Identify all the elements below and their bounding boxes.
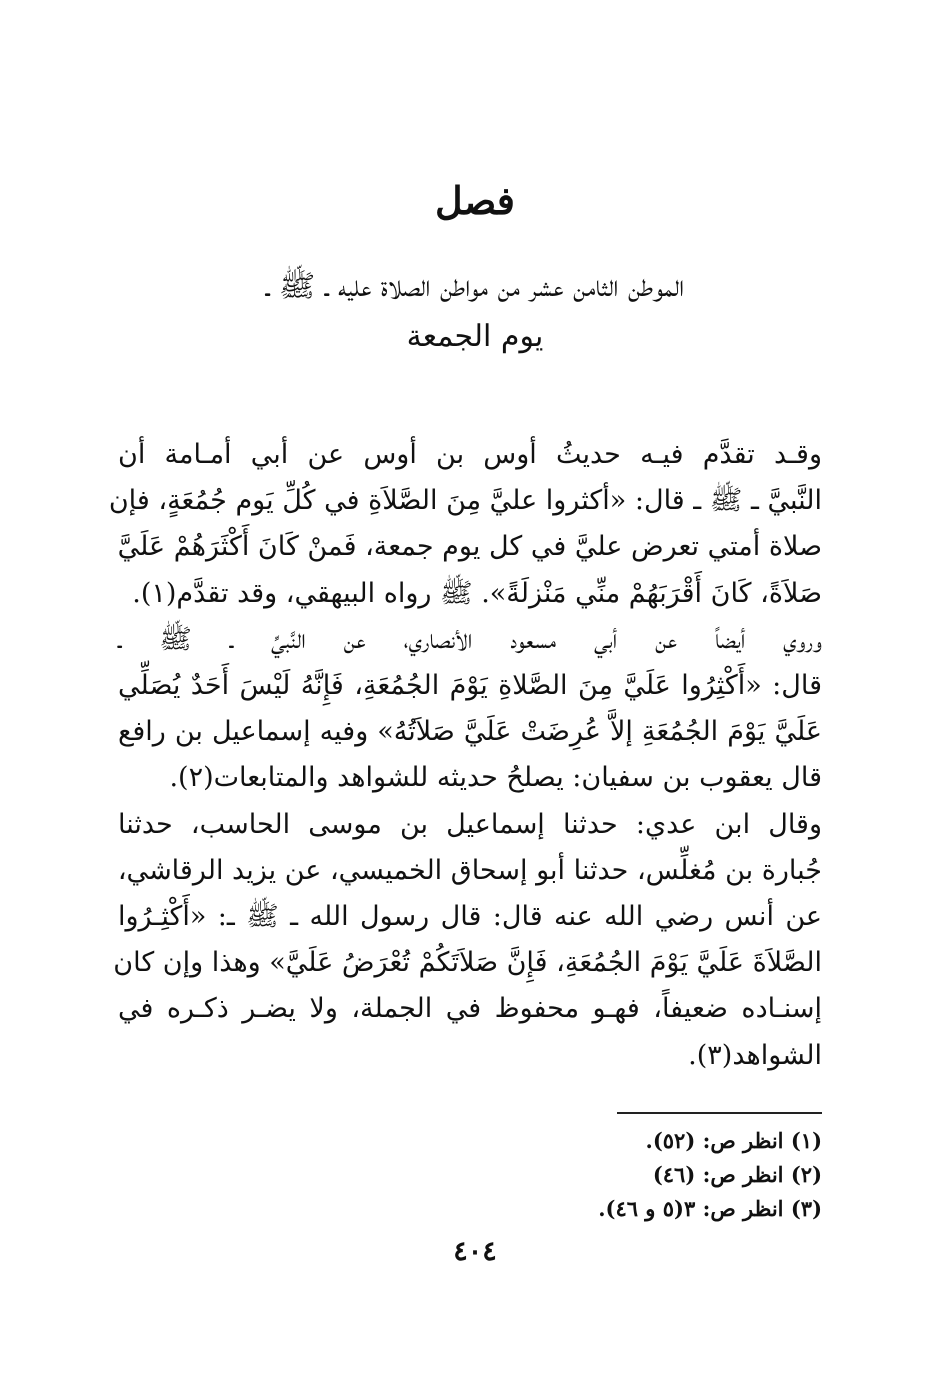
footnotes [400,1124,822,1226]
footnote-3: (٣) انظر ص: ٣(٥ و ٤٦). [598,1196,822,1221]
paragraph-1 [108,432,822,617]
text-line: وروي أيضاً عن أبي مسعود الأنصاري، عن النَّبيِّ ـ ﷺ ـ [118,623,822,655]
page-number: ٤٠٤ [453,1236,497,1267]
text-line: وقـد تقدَّم فيـه حديثُ أوس بن أوس عن أبي أمـامة أن [118,439,822,470]
text-line: الشواهد(٣). [688,1039,822,1071]
section-title: فصل [435,178,515,223]
text-line: إسنـاده ضعيفاً، فهـو محفوظ في الجملة، ولا يضـر ذكـره في [118,993,822,1025]
text-line: قال: «أَكْثِرُوا عَلَيَّ مِنَ الصَّلاةِ يَوْمَ الجُمُعَةِ، فَإِنَّهُ لَيْسَ أَحَدٌ يُصَلِّي [118,670,822,702]
text-line: الصَّلاَةَ عَلَيَّ يَوْمَ الجُمُعَةِ، فَإِنَّ صَلاَتَكُمْ تُعْرَضُ عَلَيَّ» وهذا وإن كان [113,947,822,979]
paragraph-2 [118,617,822,802]
text-line: وقال ابن عدي: حدثنا إسماعيل بن موسى الحاسب، حدثنا [118,808,822,840]
text-line: صَلاَةً، كَانَ أَقْرَبَهُمْ منِّي مَنْزلَةً». ﷺ رواه البيهقي، وقد تقدَّم(١). [132,577,822,609]
footnote-separator [617,1112,822,1114]
footnote-1: (١) انظر ص: (٥٢). [645,1128,822,1153]
text-line: عن أنس رضي الله عنه قال: قال رسول الله ـ ﷺ ـ: «أَكْثِـرُوا [118,901,822,933]
text-line: صلاة أمتي تعرض عليَّ في كل يوم جمعة، فَمنْ كَانَ أَكْثَرَهُمْ عَلَيَّ [117,531,822,563]
text-line: قال يعقوب بن سفيان: يصلحُ حديثه للشواهد والمتابعات(٢). [169,762,822,794]
heading-line-2: يوم الجمعة [406,319,544,354]
text-line: النَّبيَّ ـ ﷺ ـ قال: «أكثروا عليَّ مِنَ الصَّلاَةِ في كُلِّ يَوم جُمُعَةٍ، فإن [108,485,822,517]
text-line: عَلَيَّ يَوْمَ الجُمُعَةِ إلاَّ عُرِضَتْ عَلَيَّ صَلاَتُهُ» وفيه إسماعيل بن رافع [118,716,822,748]
body-text [108,432,822,1079]
footnote-2: (٢) انظر ص: (٤٦) [652,1162,822,1187]
heading-line-1: الموطن الثامن عشر من مواطن الصلاة عليه ـ ﷺ ـ [265,269,685,304]
text-line: جُبارة بن مُغلِّس، حدثنا أبو إسحاق الخميسي، عن يزيد الرقاشي، [117,854,822,886]
chapter-heading [175,262,775,362]
paragraph-3 [113,802,822,1079]
